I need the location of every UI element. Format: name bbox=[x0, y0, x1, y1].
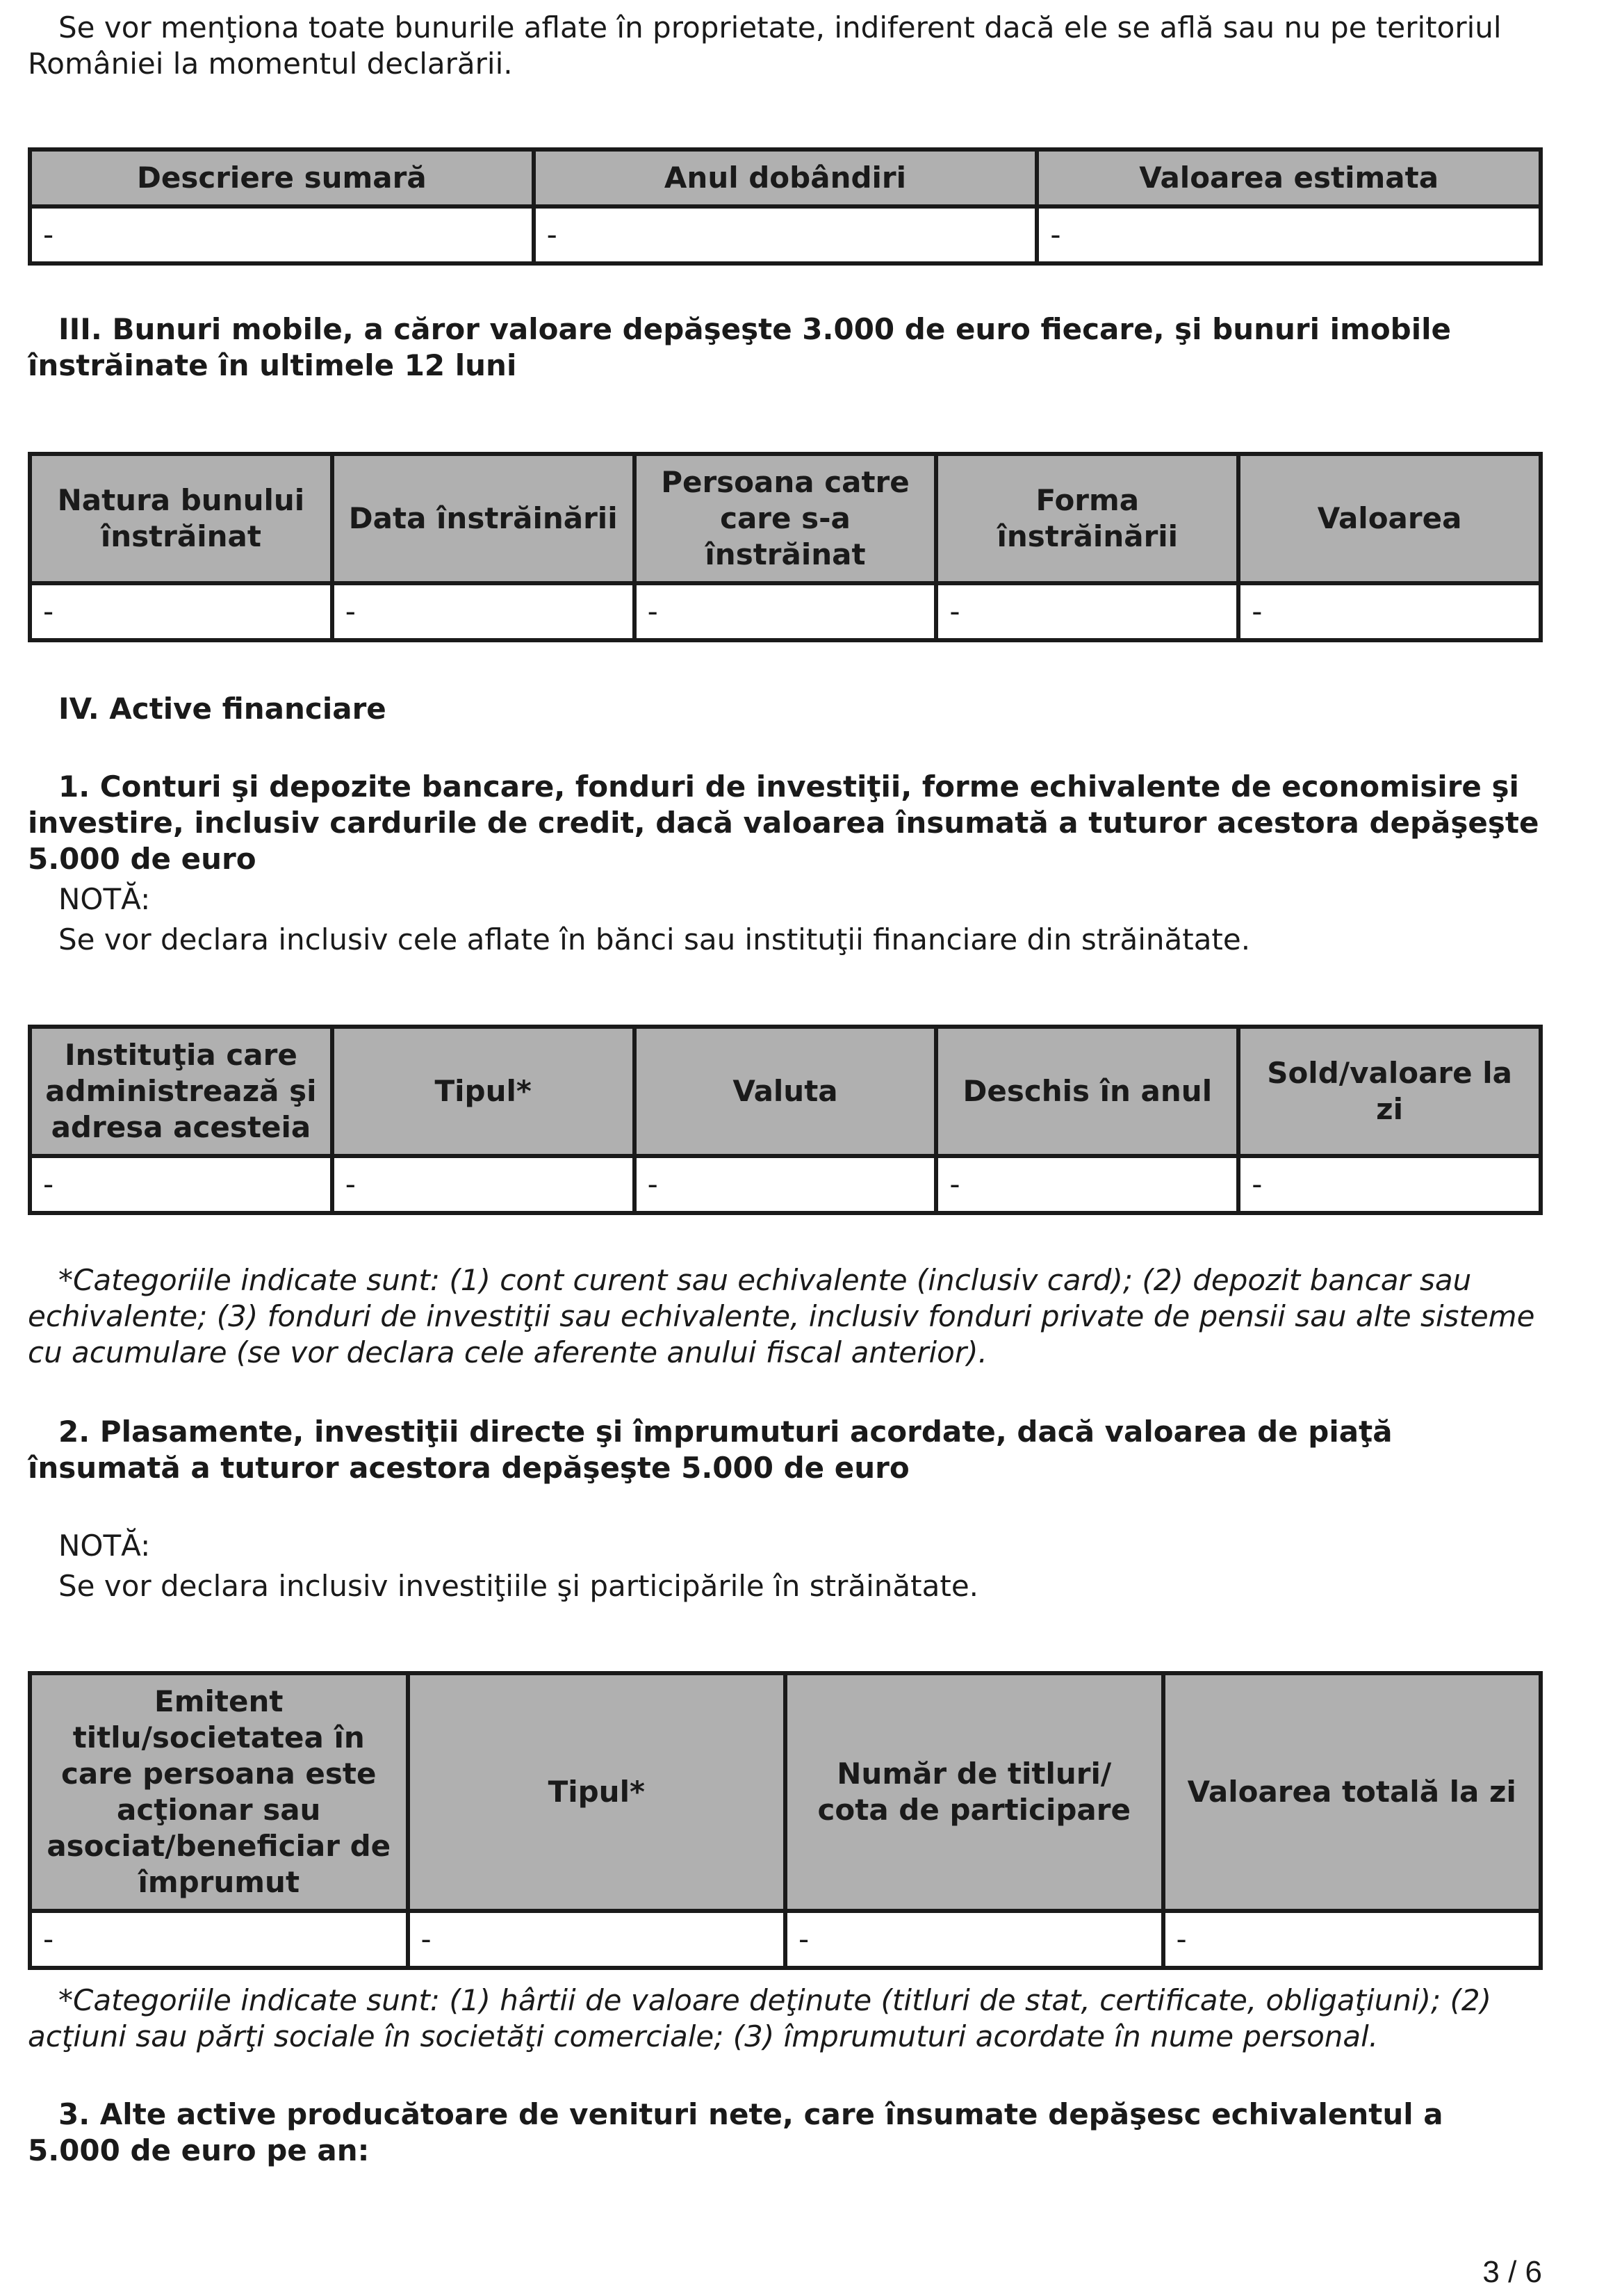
bank-accounts-table bbox=[28, 1025, 1543, 1215]
column-header: Valuta bbox=[634, 1027, 937, 1156]
column-header: Data înstrăinării bbox=[332, 454, 634, 583]
footnote: *Categoriile indicate sunt: (1) cont curent sau echivalente (inclusiv card); (2) depozit bancar sau echivalente; (3) fonduri de investiţii sau echivalente, inclusiv fonduri private de pensii sau alte sisteme cu acumulare (se vor declara cele aferente anului fiscal anterior). bbox=[28, 1263, 1535, 1369]
column-header: Sold/valoare la zi bbox=[1238, 1027, 1541, 1156]
table-cell: - bbox=[408, 1911, 786, 1968]
column-header: Descriere sumară bbox=[30, 149, 534, 206]
table-cell: - bbox=[332, 583, 634, 640]
table-cell: - bbox=[785, 1911, 1163, 1968]
subsection-heading: 1. Conturi şi depozite bancare, fonduri de investiţii, forme echivalente de economisire şi investire, inclusiv cardurile de credit, dacă valoarea însumată a tuturor acestora depăşeşte 5.000 de euro bbox=[28, 770, 1539, 876]
column-header: Deschis în anul bbox=[936, 1027, 1238, 1156]
table-cell: - bbox=[634, 583, 937, 640]
table-cell: - bbox=[30, 206, 534, 263]
table-cell: - bbox=[1037, 206, 1541, 263]
footnote: *Categoriile indicate sunt: (1) hârtii de valoare deţinute (titluri de stat, certificate, obligaţiuni); (2) acţiuni sau părţi sociale în societăţi comerciale; (3) împrumuturi acordate în nume personal. bbox=[28, 1983, 1492, 2053]
column-header: Emitent titlu/societatea în care persoana este acţionar sau asociat/beneficiar de împrumut bbox=[30, 1673, 408, 1911]
note-label: NOTĂ: bbox=[58, 1529, 151, 1563]
intro-note: Se vor menţiona toate bunurile aflate în proprietate, indiferent dacă ele se află sau nu pe teritoriul României la momentul declarării. bbox=[28, 10, 1502, 81]
note-text: Se vor declara inclusiv investiţiile şi participările în străinătate. bbox=[58, 1569, 979, 1603]
table-cell: - bbox=[936, 583, 1238, 640]
table-cell: - bbox=[1238, 1156, 1541, 1213]
column-header: Valoarea totală la zi bbox=[1163, 1673, 1541, 1911]
note-text: Se vor declara inclusiv cele aflate în bănci sau instituţii financiare din străinătate. bbox=[58, 922, 1251, 956]
column-header: Persoana catre care s-a înstrăinat bbox=[634, 454, 937, 583]
investments-table bbox=[28, 1671, 1543, 1970]
column-header: Natura bunului înstrăinat bbox=[30, 454, 332, 583]
table-cell: - bbox=[936, 1156, 1238, 1213]
subsection-heading: 3. Alte active producătoare de venituri nete, care însumate depăşesc echivalentul a 5.000 de euro pe an: bbox=[28, 2097, 1443, 2167]
column-header: Număr de titluri/ cota de participare bbox=[785, 1673, 1163, 1911]
column-header: Anul dobândiri bbox=[534, 149, 1038, 206]
alienated-goods-table bbox=[28, 452, 1543, 642]
table-cell: - bbox=[332, 1156, 634, 1213]
table-cell: - bbox=[534, 206, 1038, 263]
table-cell: - bbox=[30, 1911, 408, 1968]
column-header: Forma înstrăinării bbox=[936, 454, 1238, 583]
subsection-heading: 2. Plasamente, investiţii directe şi împrumuturi acordate, dacă valoarea de piaţă însumată a tuturor acestora depăşeşte 5.000 de euro bbox=[28, 1415, 1393, 1485]
column-header: Tipul* bbox=[332, 1027, 634, 1156]
column-header: Valoarea bbox=[1238, 454, 1541, 583]
note-label: NOTĂ: bbox=[58, 882, 151, 916]
page-number: 3 / 6 bbox=[1482, 2255, 1542, 2289]
table-cell: - bbox=[634, 1156, 937, 1213]
table-cell: - bbox=[1238, 583, 1541, 640]
table-cell: - bbox=[1163, 1911, 1541, 1968]
column-header: Tipul* bbox=[408, 1673, 786, 1911]
table-cell: - bbox=[30, 583, 332, 640]
assets-table bbox=[28, 147, 1543, 266]
column-header: Instituţia care administrează şi adresa acesteia bbox=[30, 1027, 332, 1156]
section-heading: III. Bunuri mobile, a căror valoare depăşeşte 3.000 de euro fiecare, şi bunuri imobile înstrăinate în ultimele 12 luni bbox=[28, 312, 1452, 382]
section-heading: IV. Active financiare bbox=[58, 692, 386, 726]
table-cell: - bbox=[30, 1156, 332, 1213]
column-header: Valoarea estimata bbox=[1037, 149, 1541, 206]
